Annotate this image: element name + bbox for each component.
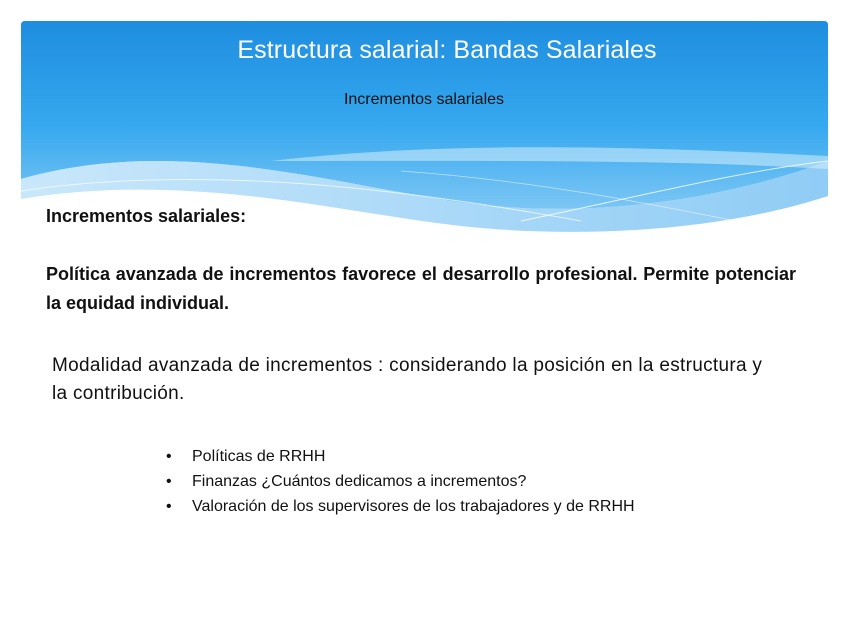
bullet-list [164, 444, 635, 519]
bullet-item: • Valoración de los supervisores de los trabajadores y de RRHH [164, 494, 635, 519]
slide-subtitle-text: Incrementos salariales [343, 91, 505, 108]
slide-title: Estructura salarial: Bandas Salariales [237, 36, 657, 64]
policy-paragraph: Política avanzada de incrementos favorece el desarrollo profesional. Permite potenciar la equidad individual. [46, 264, 796, 313]
bullet-item: • Políticas de RRHH [164, 444, 635, 469]
bullet-item: • Finanzas ¿Cuántos dedicamos a incrementos? [164, 469, 635, 494]
slide-subtitle [0, 91, 848, 109]
section-heading: Incrementos salariales: [46, 206, 247, 226]
modalidad-paragraph: Modalidad avanzada de incrementos : considerando la posición en la estructura y la contribución. [52, 355, 763, 404]
